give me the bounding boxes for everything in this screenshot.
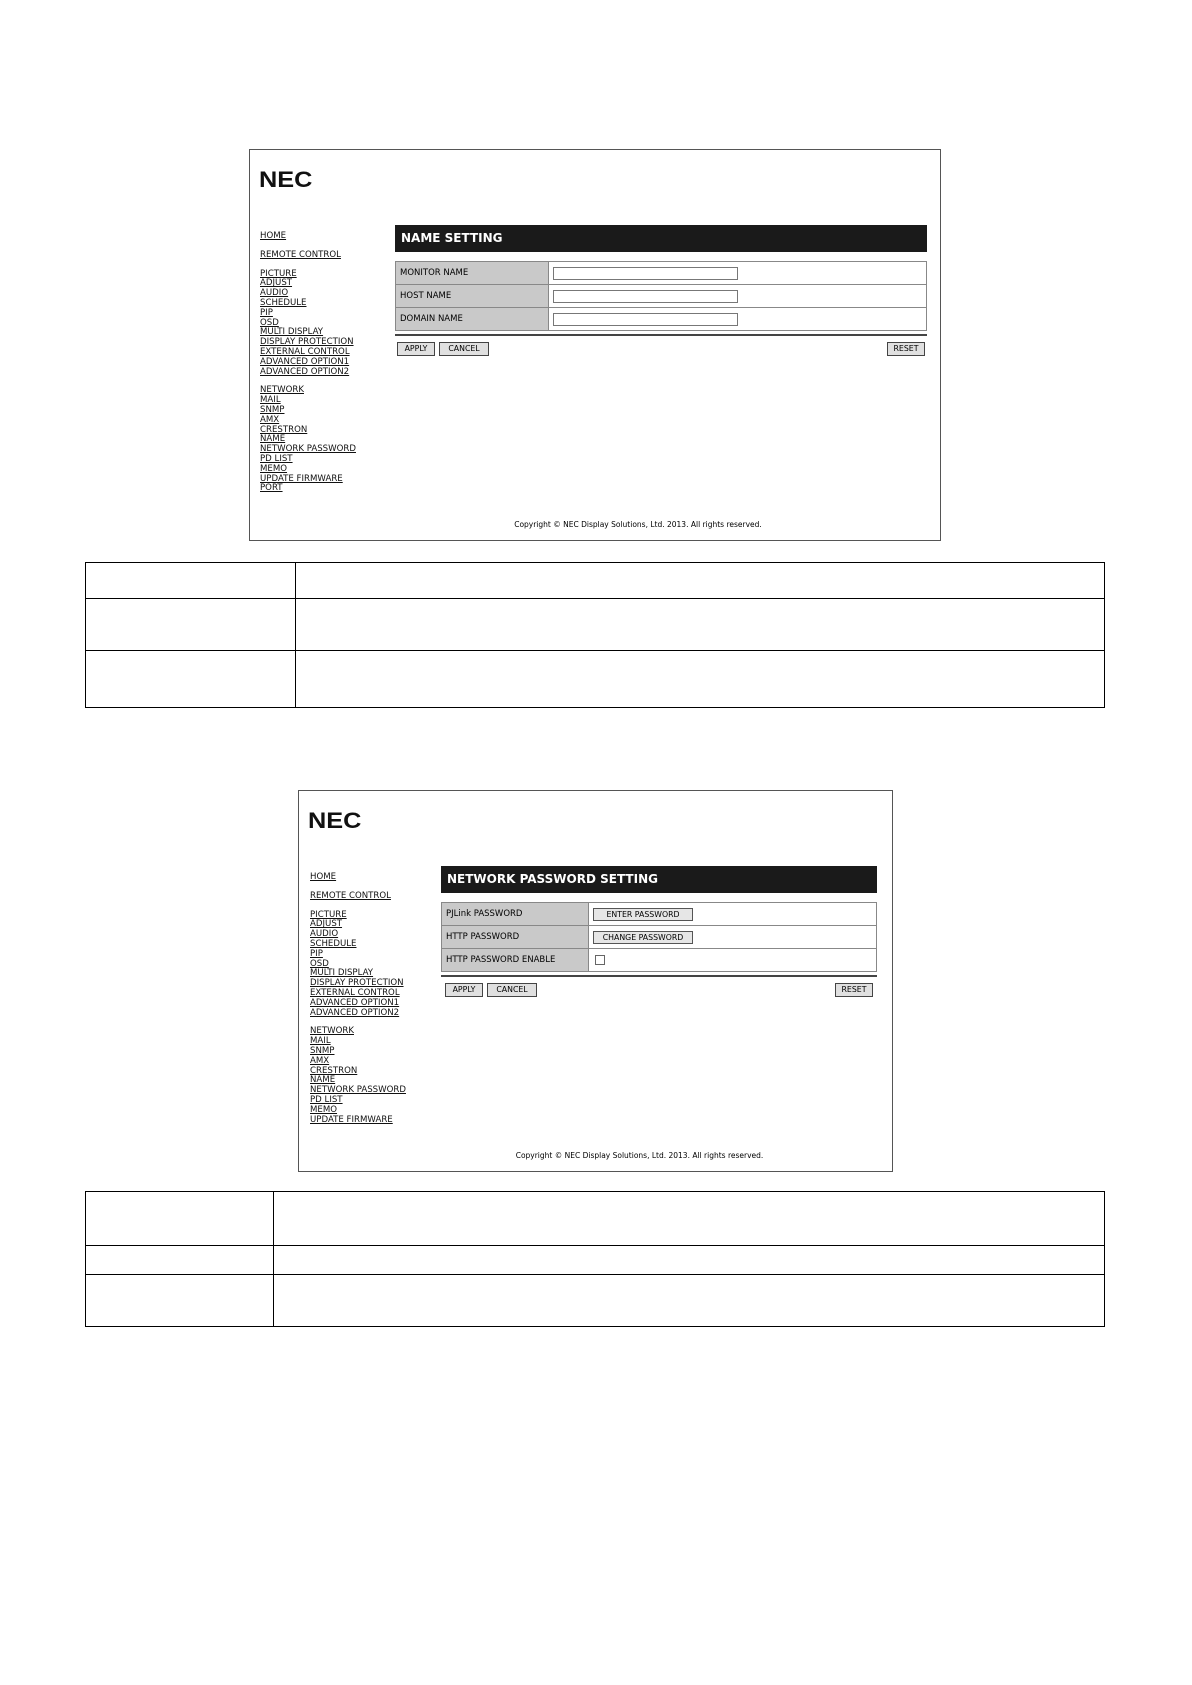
domain-name-input[interactable] <box>553 313 738 326</box>
nec-logo: NEC <box>259 167 313 192</box>
host-name-label: HOST NAME <box>396 285 549 308</box>
http-password-enable-label: HTTP PASSWORD ENABLE <box>442 949 589 972</box>
nav-link-network-password[interactable]: NETWORK PASSWORD <box>310 1085 406 1096</box>
nav-link-update-firmware[interactable]: UPDATE FIRMWARE <box>310 1114 393 1125</box>
cancel-button[interactable]: CANCEL <box>439 342 489 356</box>
host-name-input[interactable] <box>553 290 738 303</box>
monitor-name-cell <box>549 262 927 285</box>
nav-link-schedule[interactable]: SCHEDULE <box>260 297 307 308</box>
nav-link-crestron[interactable]: CRESTRON <box>310 1065 358 1076</box>
nav-link-advanced-option1[interactable]: ADVANCED OPTION1 <box>260 356 350 367</box>
table-cell <box>86 563 296 599</box>
table-cell <box>86 1275 274 1327</box>
table-row <box>86 563 1105 599</box>
nec-logo: NEC <box>308 808 362 833</box>
nav-group-display <box>260 270 380 378</box>
nav-link-remote-control[interactable]: REMOTE CONTROL <box>310 890 391 901</box>
table-cell <box>86 1246 274 1275</box>
table-row <box>86 599 1105 651</box>
table-cell <box>274 1246 1105 1275</box>
domain-name-label: DOMAIN NAME <box>396 308 549 331</box>
nav-link-remote-control[interactable]: REMOTE CONTROL <box>260 249 341 260</box>
divider <box>441 975 877 977</box>
nav-link-crestron[interactable]: CRESTRON <box>260 424 308 435</box>
copyright-text: Copyright © NEC Display Solutions, Ltd. 2013. All rights reserved. <box>515 1151 764 1160</box>
nav-group-main <box>310 873 430 902</box>
nav-link-name[interactable]: NAME <box>260 434 286 445</box>
nav-link-picture[interactable]: PICTURE <box>310 909 347 920</box>
nav-link-multi-display[interactable]: MULTI DISPLAY <box>260 327 324 338</box>
nav-link-pip[interactable]: PIP <box>310 948 323 959</box>
apply-button[interactable]: APPLY <box>397 342 435 356</box>
name-setting-screenshot <box>249 149 941 541</box>
reset-button[interactable]: RESET <box>887 342 925 356</box>
divider <box>395 334 927 336</box>
pjlink-password-label: PJLink PASSWORD <box>442 903 589 926</box>
http-password-enable-checkbox[interactable] <box>595 955 605 965</box>
nav-link-amx[interactable]: AMX <box>260 414 280 425</box>
nav-link-name[interactable]: NAME <box>310 1075 336 1086</box>
http-password-label: HTTP PASSWORD <box>442 926 589 949</box>
table-cell <box>296 599 1105 651</box>
nav-link-external-control[interactable]: EXTERNAL CONTROL <box>310 987 400 998</box>
table-row <box>86 1192 1105 1246</box>
action-buttons <box>395 342 927 356</box>
nav-link-pip[interactable]: PIP <box>260 307 273 318</box>
nav-link-audio[interactable]: AUDIO <box>310 929 339 940</box>
table-row <box>86 651 1105 708</box>
table-row <box>86 1275 1105 1327</box>
nav-link-schedule[interactable]: SCHEDULE <box>310 938 357 949</box>
nav-link-memo[interactable]: MEMO <box>260 463 288 474</box>
nav-link-update-firmware[interactable]: UPDATE FIRMWARE <box>260 473 343 484</box>
enter-password-button[interactable]: ENTER PASSWORD <box>593 908 693 921</box>
nav-link-osd[interactable]: OSD <box>310 958 329 969</box>
nav-link-snmp[interactable]: SNMP <box>310 1045 335 1056</box>
nav-group-display <box>310 911 430 1019</box>
table-row <box>442 949 877 972</box>
nav-link-adjust[interactable]: ADJUST <box>260 278 293 289</box>
nav-link-mail[interactable]: MAIL <box>310 1036 331 1047</box>
password-settings-table <box>441 902 877 972</box>
table-cell <box>86 1192 274 1246</box>
nav-link-pd-list[interactable]: PD LIST <box>310 1094 343 1105</box>
nav-link-amx[interactable]: AMX <box>310 1055 330 1066</box>
table-row <box>442 903 877 926</box>
main-panel <box>441 866 877 997</box>
nav-link-advanced-option2[interactable]: ADVANCED OPTION2 <box>260 366 350 377</box>
action-buttons <box>441 983 877 997</box>
table-row <box>396 262 927 285</box>
apply-button[interactable]: APPLY <box>445 983 483 997</box>
nav-link-network[interactable]: NETWORK <box>310 1026 354 1037</box>
nav-link-snmp[interactable]: SNMP <box>260 404 285 415</box>
nav-link-external-control[interactable]: EXTERNAL CONTROL <box>260 346 350 357</box>
nav-link-pd-list[interactable]: PD LIST <box>260 453 293 464</box>
sidebar-nav <box>310 873 430 1134</box>
monitor-name-input[interactable] <box>553 267 738 280</box>
nav-link-display-protection[interactable]: DISPLAY PROTECTION <box>310 978 404 989</box>
name-settings-table <box>395 261 927 331</box>
table-cell <box>296 651 1105 708</box>
nav-group-network <box>260 386 380 494</box>
table-cell <box>86 651 296 708</box>
nav-link-memo[interactable]: MEMO <box>310 1104 338 1115</box>
page-title: NETWORK PASSWORD SETTING <box>441 866 877 893</box>
http-password-cell <box>589 926 877 949</box>
nav-link-network[interactable]: NETWORK <box>260 385 304 396</box>
nav-group-network <box>310 1027 430 1125</box>
nav-link-multi-display[interactable]: MULTI DISPLAY <box>310 968 374 979</box>
description-table-1 <box>85 562 1105 708</box>
nav-link-home[interactable]: HOME <box>310 872 337 882</box>
table-cell <box>274 1192 1105 1246</box>
table-row <box>86 1246 1105 1275</box>
reset-button[interactable]: RESET <box>835 983 873 997</box>
nav-link-osd[interactable]: OSD <box>260 317 279 328</box>
description-table-2 <box>85 1191 1105 1327</box>
nav-link-display-protection[interactable]: DISPLAY PROTECTION <box>260 337 354 348</box>
monitor-name-label: MONITOR NAME <box>396 262 549 285</box>
nav-link-audio[interactable]: AUDIO <box>260 288 289 299</box>
change-password-button[interactable]: CHANGE PASSWORD <box>593 931 693 944</box>
sidebar-nav <box>260 232 380 503</box>
nav-link-home[interactable]: HOME <box>260 231 287 241</box>
nav-group-main <box>260 232 380 261</box>
page-title: NAME SETTING <box>395 225 927 252</box>
table-cell <box>274 1275 1105 1327</box>
main-panel <box>395 225 927 356</box>
nav-link-advanced-option2[interactable]: ADVANCED OPTION2 <box>310 1007 400 1018</box>
table-cell <box>86 599 296 651</box>
nav-link-mail[interactable]: MAIL <box>260 395 281 406</box>
network-password-screenshot <box>298 790 893 1172</box>
table-row <box>396 308 927 331</box>
pjlink-password-cell <box>589 903 877 926</box>
nav-link-advanced-option1[interactable]: ADVANCED OPTION1 <box>310 997 400 1008</box>
table-row <box>396 285 927 308</box>
nav-link-adjust[interactable]: ADJUST <box>310 919 343 930</box>
nav-link-network-password[interactable]: NETWORK PASSWORD <box>260 444 356 455</box>
domain-name-cell <box>549 308 927 331</box>
table-row <box>442 926 877 949</box>
copyright-text: Copyright © NEC Display Solutions, Ltd. 2013. All rights reserved. <box>514 520 762 529</box>
host-name-cell <box>549 285 927 308</box>
nav-link-port[interactable]: PORT <box>260 483 283 494</box>
cancel-button[interactable]: CANCEL <box>487 983 537 997</box>
http-password-enable-cell <box>589 949 877 972</box>
nav-link-picture[interactable]: PICTURE <box>260 268 297 279</box>
table-cell <box>296 563 1105 599</box>
